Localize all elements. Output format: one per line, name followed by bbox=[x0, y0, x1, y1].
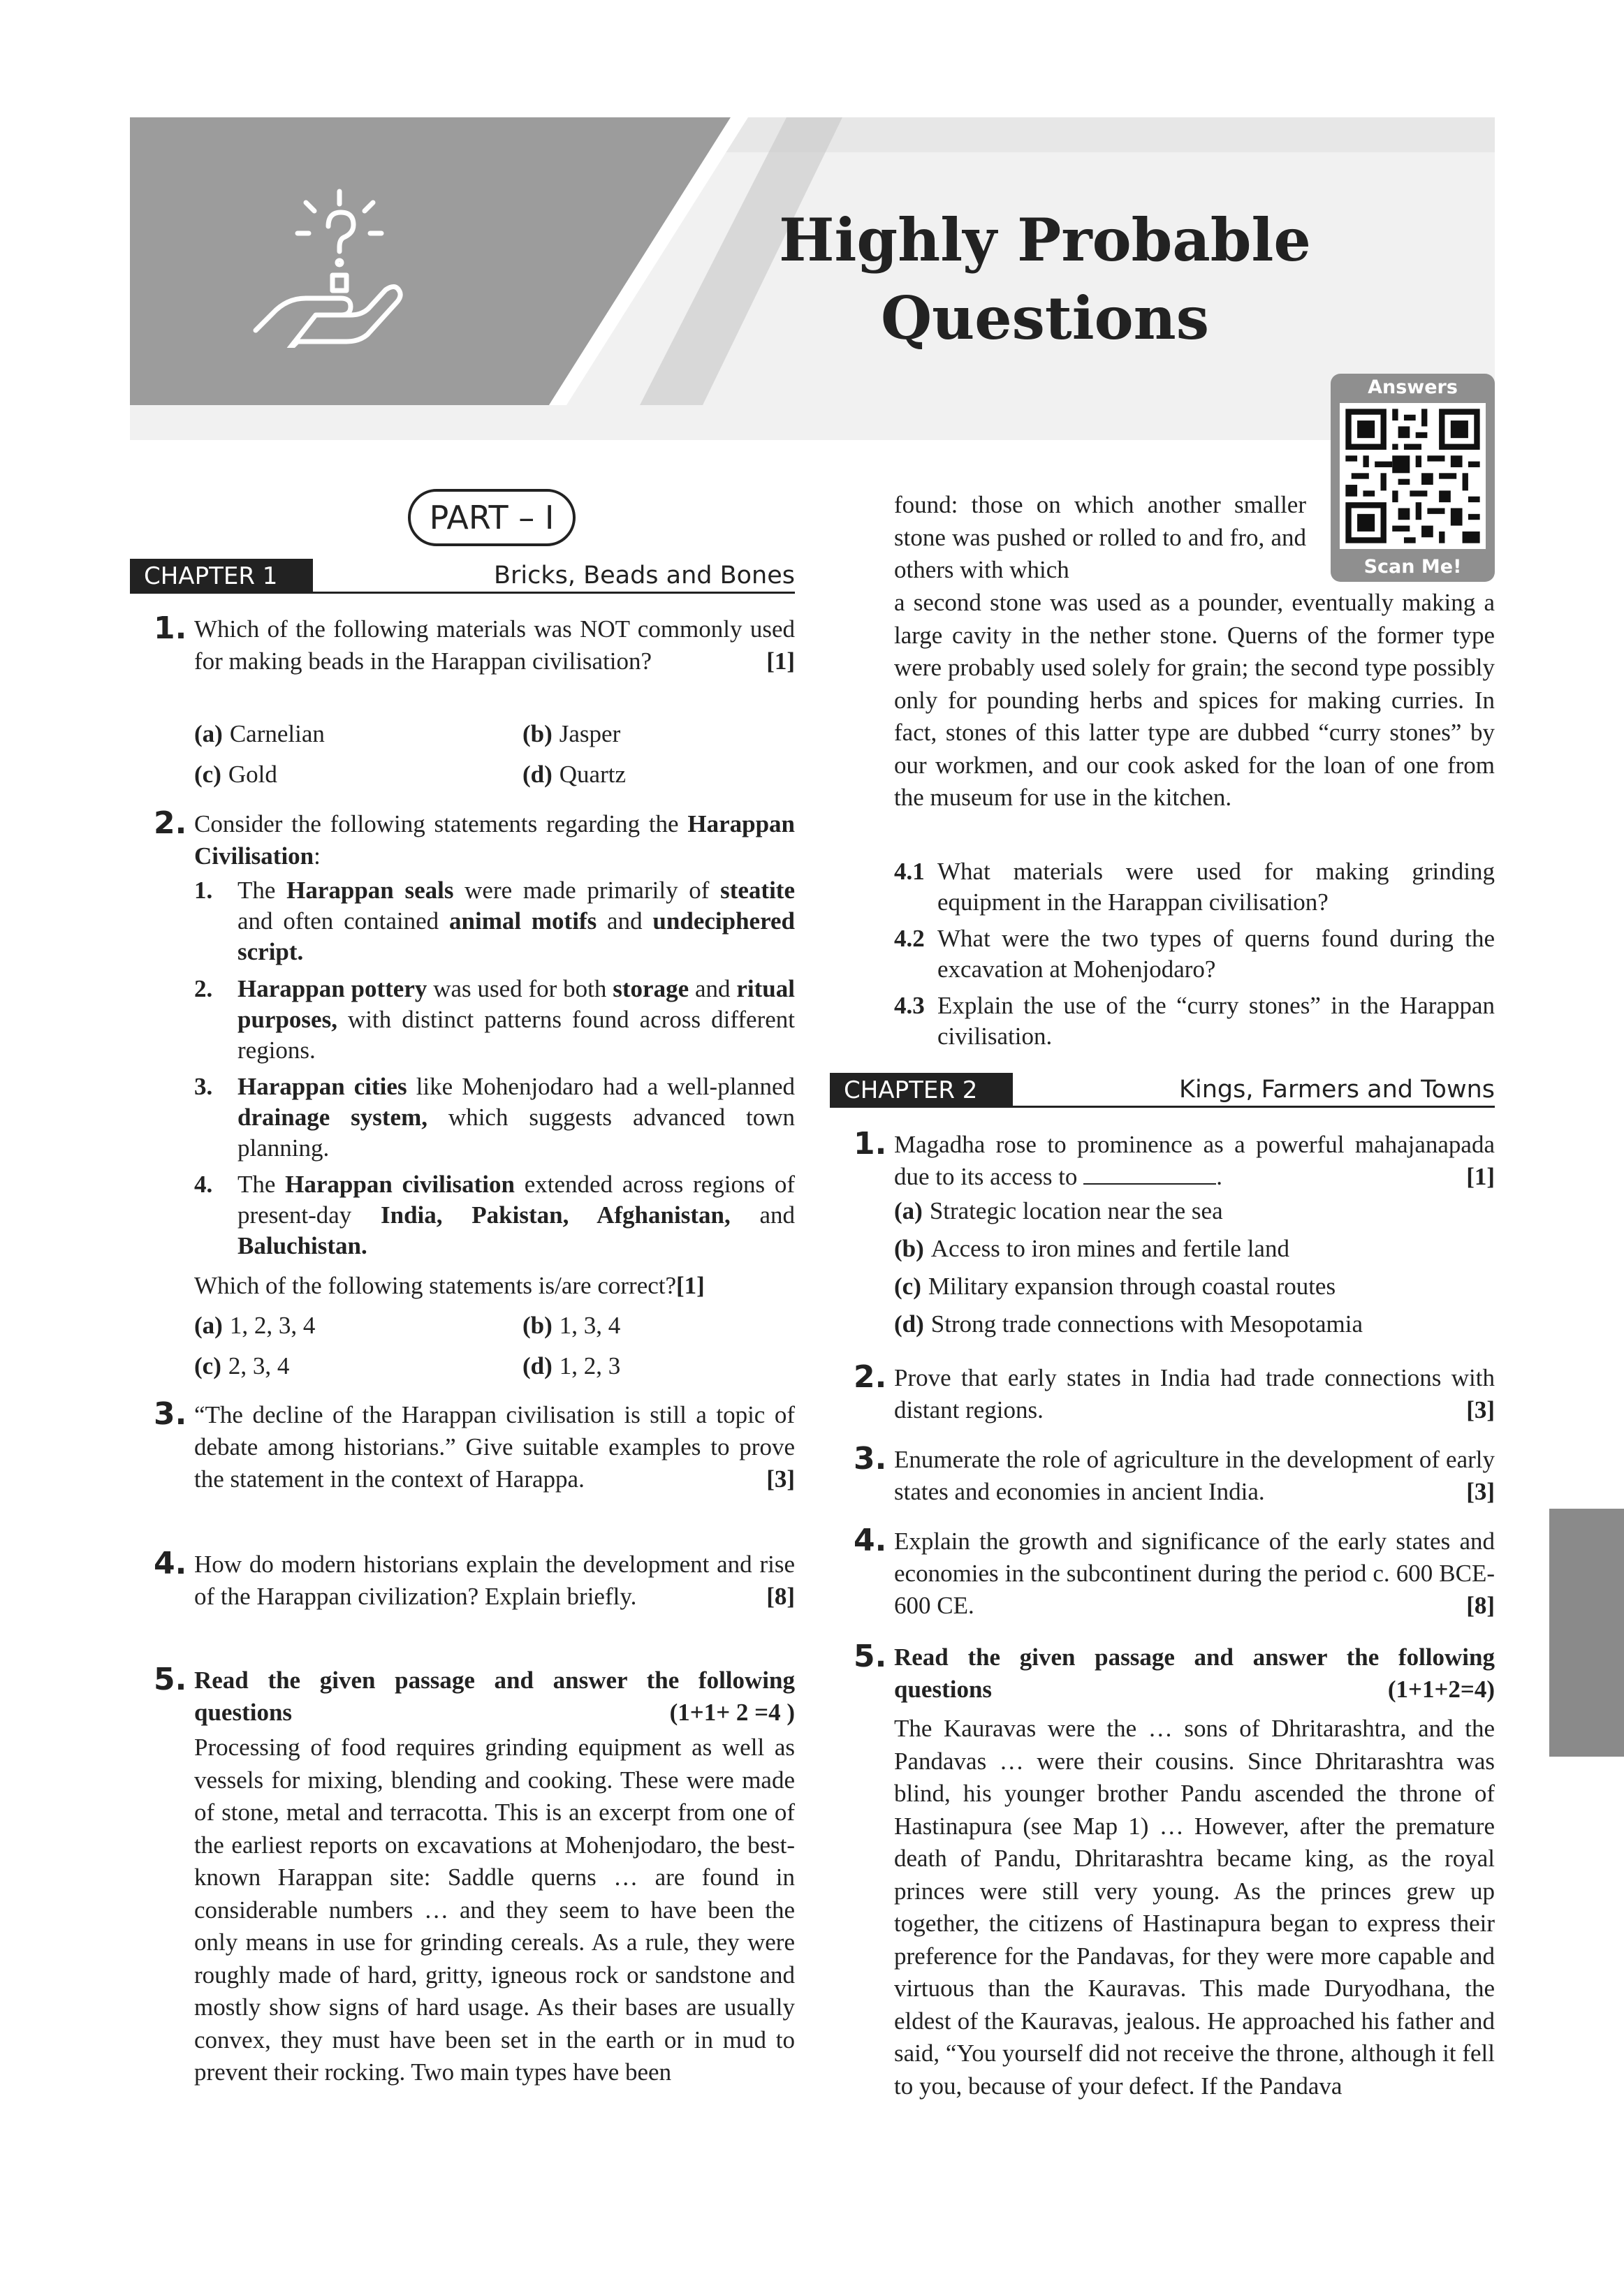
question-marks: [1] bbox=[676, 1272, 705, 1299]
question-marks: (1+1+2=4) bbox=[1387, 1676, 1495, 1703]
question-number: 5. bbox=[854, 1639, 887, 1674]
question-text bbox=[194, 1549, 795, 1613]
question-text bbox=[194, 613, 795, 678]
statement-number: 4. bbox=[194, 1171, 213, 1198]
option-a[interactable]: (a) Carnelian bbox=[194, 720, 325, 747]
question-text-content: “The decline of the Harappan civilisation is still a topic of debate among historians.” Give suitable examples to prove the statement in the context of Harappa. bbox=[194, 1401, 795, 1493]
question-number: 2. bbox=[854, 1359, 887, 1395]
question-number: 2. bbox=[154, 805, 187, 841]
statement-text: The Harappan civilisation extended across regions of present-day India, Pakistan, Afghanistan, and Baluchistan. bbox=[237, 1171, 795, 1259]
ch2-q1-option-c[interactable] bbox=[894, 1271, 1495, 1303]
sub-question-text: What materials were used for making grinding equipment in the Harappan civilisation? bbox=[937, 858, 1495, 916]
option-key: (b) bbox=[894, 1235, 924, 1262]
sub-question-4-2 bbox=[894, 923, 1495, 985]
question-text-end: . bbox=[1216, 1163, 1222, 1190]
qr-bottom-label: Scan Me! bbox=[1363, 556, 1462, 578]
sub-question-4-1 bbox=[894, 856, 1495, 918]
ch2-q1-option-a[interactable] bbox=[894, 1195, 1495, 1227]
question-text-content: Magadha rose to prominence as a powerful mahajanapada due to its access to bbox=[894, 1131, 1495, 1190]
banner-title bbox=[731, 201, 1359, 358]
option-text: Strong trade connections with Mesopotamia bbox=[930, 1310, 1363, 1338]
chapter2-header bbox=[830, 1073, 1495, 1108]
chapter1-header bbox=[130, 559, 795, 594]
sub-question-number: 4.3 bbox=[894, 992, 925, 1019]
question-text-content: Prove that early states in India had trade connections with distant regions. bbox=[894, 1364, 1495, 1423]
question-text bbox=[894, 1129, 1495, 1193]
question-heading bbox=[894, 1641, 1495, 1706]
page-banner bbox=[130, 117, 1495, 440]
question-number: 1. bbox=[154, 610, 187, 646]
sub-question-text: Explain the use of the “curry stones” in the Harappan civilisation. bbox=[937, 992, 1495, 1050]
answer-blank[interactable] bbox=[1083, 1161, 1216, 1185]
part-label: PART – I bbox=[408, 489, 576, 546]
ch2-q5-passage: The Kauravas were the … sons of Dhritarashtra, and the Pandavas … were their cousins. Since Dhritarashtra was blind, his younger brother Pandu ascended the throne of Hastinapura (see Map 1) … However, after the premature death of Pandu, Dhritarashtra became king, as the royal princes were still very young. As the princes grew up together, the citizens of Hastinapura began to express their preference for the Pandavas, for they were more capable and virtuous than the Kauravas. This made Duryodhana, the eldest of the Kauravas, jealous. He approached his father and said, “You yourself did not receive the throne, although it fell to you, because of your defect. If the Pandava bbox=[894, 1715, 1495, 2100]
hand-question-bulb-icon bbox=[249, 187, 409, 348]
qr-top-label: Answers bbox=[1368, 376, 1458, 398]
ch1-q5-passage-part2b: a second stone was used as a pounder, eventually making a large cavity in the nether stone. Querns of the former type were probably used solely for grain; the second type possibly only for pounding herbs and spices for making curries. In fact, stones of this latter type are dubbed “curry stones” by our workmen, and our cook asked for the loan of one from the museum for use in the kitchen. bbox=[894, 589, 1495, 811]
qr-code-box[interactable] bbox=[1331, 374, 1495, 582]
q2-intro-bold: Harappan Civilisation bbox=[194, 810, 795, 870]
question-marks: [3] bbox=[1466, 1396, 1495, 1423]
statement-4 bbox=[194, 1169, 795, 1261]
question-text-content: Explain the growth and significance of the early states and economies in the subcontinent during the period c. 600 BCE-600 CE. bbox=[894, 1528, 1495, 1619]
option-c[interactable]: (c) 2, 3, 4 bbox=[194, 1352, 290, 1379]
statement-number: 2. bbox=[194, 975, 213, 1002]
ch1-q5-passage-part1: Processing of food requires grinding equipment as well as vessels for mixing, blending and cooking. These were made of stone, metal and terracotta. This is an excerpt from one of the earliest reports on excavations at Mohenjodaro, the best-known Harappan site: Saddle querns … are found in considerable numbers … and they seem to have been the only means in use for grinding cereals. As a rule, they were roughly made of hard, gritty, igneous rock or sandstone and mostly show signs of hard usage. As their bases are usually convex, they must have been set in the earth or in mud to prevent their rocking. Two main types have been bbox=[194, 1734, 795, 2086]
sub-question-number: 4.2 bbox=[894, 925, 925, 952]
chapter1-tag: CHAPTER 1 bbox=[130, 559, 313, 594]
q2-intro-end: : bbox=[314, 842, 321, 870]
qr-code-icon bbox=[1340, 403, 1486, 549]
chapter1-title: Bricks, Beads and Bones bbox=[493, 562, 795, 590]
question-text-content: Enumerate the role of agriculture in the development of early states and economies in ancient India. bbox=[894, 1446, 1495, 1505]
qr-code[interactable] bbox=[1340, 403, 1486, 549]
chapter2-title: Kings, Farmers and Towns bbox=[1179, 1076, 1495, 1104]
option-key: (d) bbox=[894, 1310, 924, 1338]
question-marks: [3] bbox=[766, 1465, 795, 1493]
banner-title-line1: Highly Probable bbox=[779, 205, 1311, 274]
option-text: Military expansion through coastal routes bbox=[928, 1273, 1336, 1300]
sub-question-4-3 bbox=[894, 990, 1495, 1052]
question-marks: [8] bbox=[766, 1583, 795, 1610]
option-text: Strategic location near the sea bbox=[929, 1197, 1223, 1224]
question-marks: [1] bbox=[766, 647, 795, 675]
question-heading-text: Read the given passage and answer the following questions bbox=[894, 1644, 1495, 1703]
statement-number: 1. bbox=[194, 877, 213, 904]
statement-3 bbox=[194, 1071, 795, 1164]
question-text bbox=[894, 1525, 1495, 1622]
q2-prompt bbox=[194, 1270, 795, 1302]
question-number: 1. bbox=[854, 1126, 887, 1162]
question-heading bbox=[194, 1664, 795, 1729]
ch2-q1-option-b[interactable] bbox=[894, 1233, 1495, 1265]
statement-text: Harappan cities like Mohenjodaro had a well-planned drainage system, which suggests advanced town planning. bbox=[237, 1073, 796, 1162]
chapter2-tag: CHAPTER 2 bbox=[830, 1073, 1013, 1108]
question-number: 4. bbox=[854, 1523, 887, 1558]
option-d[interactable]: (d) Quartz bbox=[522, 761, 627, 788]
option-a[interactable]: (a) 1, 2, 3, 4 bbox=[194, 1312, 316, 1339]
statement-number: 3. bbox=[194, 1073, 213, 1100]
q2-intro: Consider the following statements regarding the bbox=[194, 810, 679, 837]
question-text bbox=[194, 1399, 795, 1495]
option-d[interactable]: (d) 1, 2, 3 bbox=[522, 1352, 621, 1379]
sub-question-number: 4.1 bbox=[894, 858, 925, 885]
question-heading-text: Read the given passage and answer the following questions bbox=[194, 1667, 795, 1726]
question-text-content: Which of the following materials was NOT commonly used for making beads in the Harappan civilisation? bbox=[194, 615, 795, 675]
q2-prompt-text: Which of the following statements is/are correct? bbox=[194, 1272, 677, 1299]
question-number: 3. bbox=[154, 1396, 187, 1432]
option-c[interactable]: (c) Gold bbox=[194, 761, 277, 788]
statement-text: Harappan pottery was used for both storage and ritual purposes, with distinct patterns found across different regions. bbox=[237, 975, 795, 1064]
option-text: Access to iron mines and fertile land bbox=[930, 1235, 1289, 1262]
ch1-q5-passage-part2a: found: those on which another smaller stone was pushed or rolled to and fro, and others with which bbox=[894, 491, 1306, 583]
question-marks: (1+1+ 2 =4 ) bbox=[669, 1699, 795, 1726]
banner-title-line2: Questions bbox=[880, 284, 1210, 353]
statement-text: The Harappan seals were made primarily of steatite and often contained animal motifs and undeciphered script. bbox=[237, 877, 795, 965]
question-number: 4. bbox=[154, 1546, 187, 1581]
question-marks: [3] bbox=[1466, 1478, 1495, 1505]
question-text-content: How do modern historians explain the development and rise of the Harappan civilization? Explain briefly. bbox=[194, 1551, 795, 1610]
question-text bbox=[894, 1444, 1495, 1508]
option-b[interactable]: (b) 1, 3, 4 bbox=[522, 1312, 621, 1339]
question-number: 5. bbox=[154, 1662, 187, 1697]
option-b[interactable]: (b) Jasper bbox=[522, 720, 621, 747]
question-number: 3. bbox=[854, 1441, 887, 1477]
side-thumb-tab bbox=[1549, 1509, 1624, 1757]
option-key: (a) bbox=[894, 1197, 923, 1224]
ch2-q1-option-d[interactable] bbox=[894, 1308, 1495, 1340]
statement-2 bbox=[194, 974, 795, 1066]
option-key: (c) bbox=[894, 1273, 921, 1300]
question-text bbox=[194, 808, 795, 872]
question-marks: [1] bbox=[1466, 1163, 1495, 1190]
question-text bbox=[894, 1362, 1495, 1426]
question-marks: [8] bbox=[1466, 1592, 1495, 1619]
sub-question-text: What were the two types of querns found during the excavation at Mohenjodaro? bbox=[937, 925, 1495, 983]
statement-1 bbox=[194, 875, 795, 967]
